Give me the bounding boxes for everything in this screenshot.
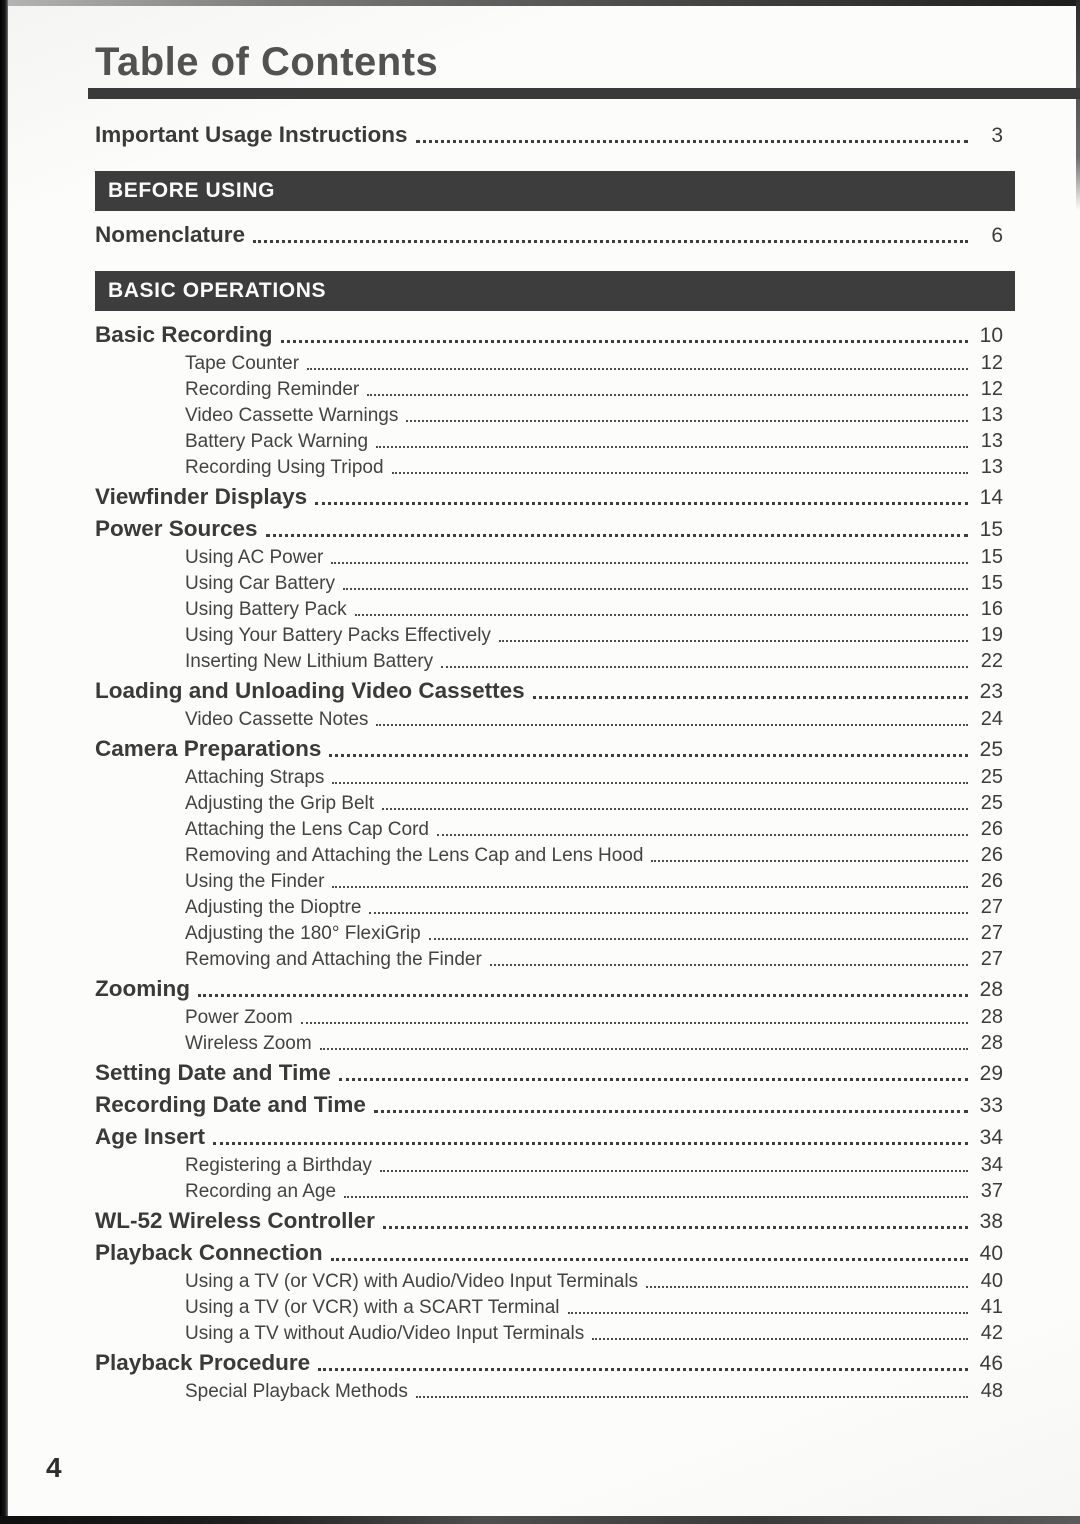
toc-entry-page: 15 (979, 518, 1003, 541)
dot-leader (253, 240, 968, 243)
dot-leader (646, 1286, 968, 1288)
toc-entry-label: Playback Procedure (95, 1350, 311, 1375)
toc-entry-page: 42 (980, 1322, 1003, 1344)
dot-leader (331, 1258, 968, 1261)
toc-entry (95, 764, 1015, 790)
toc-entry-label: Using AC Power (185, 547, 324, 568)
toc-entry-label: Using the Finder (185, 871, 325, 892)
toc-entry-page: 34 (980, 1154, 1003, 1176)
toc-entry (95, 1348, 1015, 1378)
toc-entry-page: 15 (980, 546, 1003, 568)
toc-entry-label: Power Sources (95, 516, 258, 541)
dot-leader (213, 1142, 968, 1145)
toc-entry-page: 28 (980, 1032, 1003, 1054)
page-right-edge-shadow (1076, 0, 1080, 210)
toc-entry (95, 1378, 1015, 1404)
dot-leader (331, 562, 968, 564)
toc-entry (95, 428, 1015, 454)
toc-entry-page: 33 (979, 1094, 1003, 1117)
toc-entry-label: Attaching the Lens Cap Cord (185, 819, 429, 840)
toc-entry-page: 26 (980, 818, 1003, 840)
toc-entry (95, 920, 1015, 946)
toc-entry-page: 28 (979, 978, 1003, 1001)
toc-entry (95, 1004, 1015, 1030)
toc-entry-label: Setting Date and Time (95, 1060, 331, 1085)
toc-entry-label: Adjusting the Grip Belt (185, 793, 375, 814)
page-top-edge-shadow (0, 0, 1080, 6)
dot-leader (332, 782, 968, 784)
toc-entry-label: Playback Connection (95, 1240, 323, 1265)
toc-entry (95, 482, 1015, 512)
page-spine-shadow (0, 0, 8, 1524)
toc-entry-page: 37 (980, 1180, 1003, 1202)
toc-entry-label: Recording an Age (185, 1181, 337, 1202)
toc-entry (95, 734, 1015, 764)
toc-entry-page: 48 (980, 1380, 1003, 1402)
dot-leader (315, 502, 968, 505)
toc-entry-label: Viewfinder Displays (95, 484, 308, 509)
toc-entry-page: 25 (980, 792, 1003, 814)
toc-entry (95, 350, 1015, 376)
toc-entry-page: 10 (979, 324, 1003, 347)
toc-entry (95, 790, 1015, 816)
toc-entry (95, 974, 1015, 1004)
toc-entry-label: Basic Recording (95, 322, 273, 347)
toc-entry-label: Recording Reminder (185, 379, 360, 400)
dot-leader (380, 1170, 968, 1172)
dot-leader (592, 1338, 968, 1340)
toc-entry-label: Adjusting the Dioptre (185, 897, 362, 918)
dot-leader (266, 534, 968, 537)
toc-entry-label: Zooming (95, 976, 190, 1001)
toc-entry (95, 1294, 1015, 1320)
toc-entry-page: 25 (980, 766, 1003, 788)
toc-entry-page: 15 (980, 572, 1003, 594)
toc-entry-label: Inserting New Lithium Battery (185, 651, 434, 672)
toc-entry-label: Using Car Battery (185, 573, 335, 594)
toc-entry (95, 1320, 1015, 1346)
dot-leader (376, 446, 968, 448)
dot-leader (416, 140, 968, 143)
toc-entry (95, 1206, 1015, 1236)
dot-leader (301, 1022, 968, 1024)
title-rule (88, 88, 1080, 99)
toc-entry-page: 25 (979, 738, 1003, 761)
toc-entry (95, 868, 1015, 894)
toc-entry-page: 6 (991, 224, 1003, 247)
dot-leader (343, 588, 968, 590)
toc-entry (95, 676, 1015, 706)
dot-leader (383, 1226, 968, 1229)
toc-entry (95, 596, 1015, 622)
dot-leader (369, 912, 968, 914)
toc-entry-page: 40 (980, 1270, 1003, 1292)
toc-entry-page: 26 (980, 870, 1003, 892)
toc-entry (95, 570, 1015, 596)
dot-leader (307, 368, 968, 370)
toc-entry (95, 894, 1015, 920)
toc-entry-label: Using Battery Pack (185, 599, 347, 620)
dot-leader (406, 420, 968, 422)
toc-entry-label: Adjusting the 180° FlexiGrip (185, 923, 421, 944)
dot-leader (568, 1312, 969, 1314)
toc-entry (95, 1122, 1015, 1152)
toc-entry-label: Using a TV (or VCR) with a SCART Terminal (185, 1297, 560, 1318)
dot-leader (429, 938, 968, 940)
toc-entry (95, 1030, 1015, 1056)
toc-entry-page: 34 (979, 1126, 1003, 1149)
toc-entry (95, 1090, 1015, 1120)
toc-entry-label: Tape Counter (185, 353, 300, 374)
toc-entry-page: 26 (980, 844, 1003, 866)
toc-entry-page: 13 (980, 404, 1003, 426)
toc-entry-page: 12 (980, 378, 1003, 400)
toc-entry-label: Wireless Zoom (185, 1033, 312, 1054)
toc-entry (95, 320, 1015, 350)
toc-entry-page: 28 (980, 1006, 1003, 1028)
dot-leader (441, 666, 968, 668)
dot-leader (376, 724, 968, 726)
toc-entry-label: Using a TV (or VCR) with Audio/Video Input Terminals (185, 1271, 639, 1292)
toc-entry-label: Nomenclature (95, 222, 246, 247)
toc-entry-page: 27 (980, 896, 1003, 918)
toc-entry (95, 1178, 1015, 1204)
toc-entry-label: Using Your Battery Packs Effectively (185, 625, 491, 646)
toc-entry-label: WL-52 Wireless Controller (95, 1208, 375, 1233)
dot-leader (344, 1196, 968, 1198)
toc-entry (95, 1152, 1015, 1178)
toc-entry-page: 38 (979, 1210, 1003, 1233)
toc-entry-label: Important Usage Instructions (95, 122, 408, 147)
toc-entry-label: Removing and Attaching the Lens Cap and Lens Hood (185, 845, 644, 866)
page-bottom-edge-shadow (0, 1516, 1080, 1524)
toc-entry-page: 19 (980, 624, 1003, 646)
dot-leader (490, 964, 968, 966)
dot-leader (339, 1078, 968, 1081)
toc-entry-label: Loading and Unloading Video Cassettes (95, 678, 525, 703)
toc-entry (95, 376, 1015, 402)
dot-leader (320, 1048, 968, 1050)
dot-leader (392, 472, 968, 474)
section-banner-label: BASIC OPERATIONS (108, 279, 327, 302)
toc-entry-page: 40 (979, 1242, 1003, 1265)
section-banner (95, 271, 1015, 311)
section-banner-label: BEFORE USING (108, 179, 276, 202)
toc-entry (95, 1238, 1015, 1268)
dot-leader (198, 994, 968, 997)
toc-entry (95, 402, 1015, 428)
dot-leader (437, 834, 968, 836)
dot-leader (367, 394, 968, 396)
toc-entry (95, 544, 1015, 570)
toc-entry-label: Using a TV without Audio/Video Input Terminals (185, 1323, 585, 1344)
toc-entry-page: 16 (980, 598, 1003, 620)
toc-entry-label: Removing and Attaching the Finder (185, 949, 482, 970)
toc-entry-label: Video Cassette Notes (185, 709, 369, 730)
toc-entry-page: 41 (980, 1296, 1003, 1318)
toc-entry-label: Attaching Straps (185, 767, 325, 788)
toc-entry-label: Power Zoom (185, 1007, 293, 1028)
dot-leader (499, 640, 968, 642)
toc-list (95, 120, 1015, 1404)
toc-entry (95, 1058, 1015, 1088)
toc-entry-page: 29 (979, 1062, 1003, 1085)
toc-entry-label: Camera Preparations (95, 736, 322, 761)
toc-entry (95, 648, 1015, 674)
dot-leader (374, 1110, 968, 1113)
toc-entry (95, 1268, 1015, 1294)
toc-entry-page: 3 (991, 124, 1003, 147)
toc-entry (95, 622, 1015, 648)
toc-entry (95, 946, 1015, 972)
toc-entry (95, 220, 1015, 250)
toc-entry-label: Age Insert (95, 1124, 206, 1149)
toc-entry-label: Recording Using Tripod (185, 457, 384, 478)
dot-leader (355, 614, 968, 616)
toc-entry-page: 14 (979, 486, 1003, 509)
toc-entry-page: 13 (980, 456, 1003, 478)
toc-entry-page: 13 (980, 430, 1003, 452)
toc-entry-page: 46 (979, 1352, 1003, 1375)
dot-leader (533, 696, 968, 699)
toc-entry (95, 120, 1015, 150)
dot-leader (332, 886, 968, 888)
toc-entry-label: Battery Pack Warning (185, 431, 369, 452)
toc-entry-page: 24 (980, 708, 1003, 730)
page-title: Table of Contents (95, 40, 439, 84)
toc-entry-label: Special Playback Methods (185, 1381, 408, 1402)
dot-leader (281, 340, 968, 343)
dot-leader (416, 1396, 968, 1398)
toc-entry-page: 23 (979, 680, 1003, 703)
toc-entry (95, 842, 1015, 868)
toc-entry-page: 12 (980, 352, 1003, 374)
dot-leader (651, 860, 968, 862)
toc-entry-label: Recording Date and Time (95, 1092, 366, 1117)
toc-entry-label: Registering a Birthday (185, 1155, 372, 1176)
dot-leader (329, 754, 968, 757)
page-number: 4 (46, 1452, 62, 1483)
toc-entry (95, 514, 1015, 544)
toc-entry-page: 22 (980, 650, 1003, 672)
toc-entry (95, 454, 1015, 480)
dot-leader (382, 808, 968, 810)
toc-entry-page: 27 (980, 948, 1003, 970)
toc-entry-page: 27 (980, 922, 1003, 944)
toc-entry (95, 816, 1015, 842)
toc-entry (95, 706, 1015, 732)
toc-entry-label: Video Cassette Warnings (185, 405, 399, 426)
dot-leader (318, 1368, 968, 1371)
section-banner (95, 171, 1015, 211)
